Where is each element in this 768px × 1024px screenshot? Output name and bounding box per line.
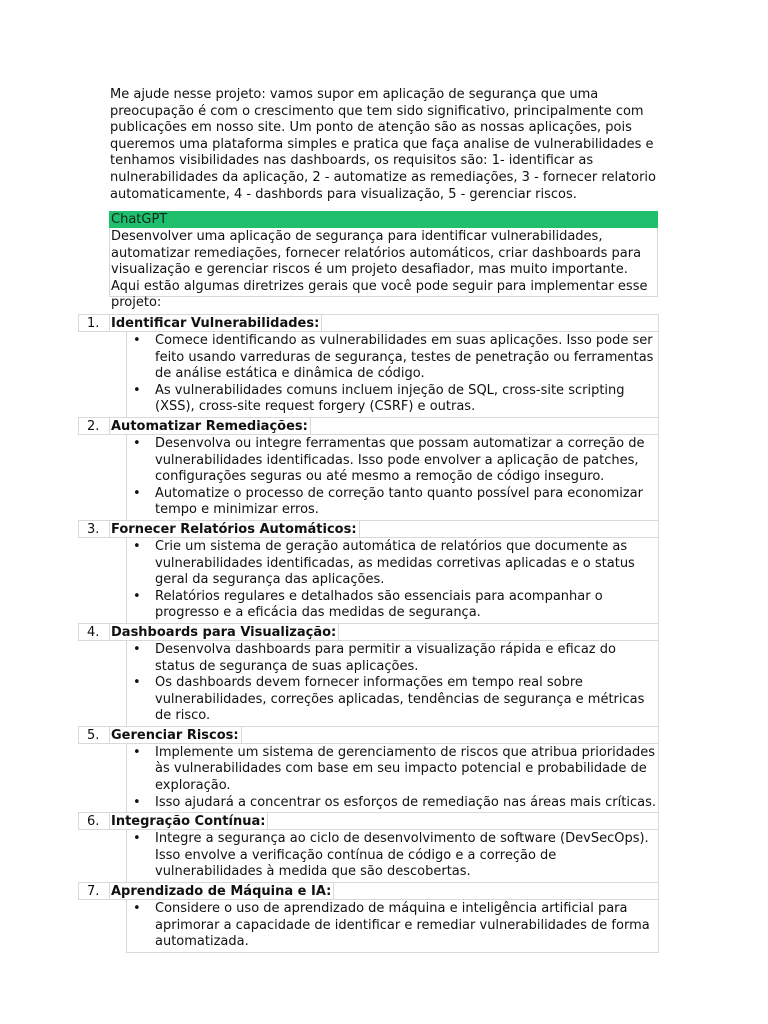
list-item-heading <box>78 812 659 830</box>
list-item-number: 6. <box>87 814 100 830</box>
chatgpt-intro-paragraph: Desenvolver uma aplicação de segurança para identificar vulnerabilidades, automatizar remediações, fornecer relatórios automáticos, criar dashboards para visualização e gerenciar riscos é um projeto desafiador, mas muito importante. Aqui estão algumas diretrizes gerais que você pode seguir para implementar esse projeto: <box>109 228 658 297</box>
list-item-number: 3. <box>87 521 100 537</box>
bullet-point <box>127 589 656 622</box>
list-item-number: 2. <box>87 418 100 434</box>
list-item-heading <box>78 417 659 435</box>
list-item-heading <box>78 623 659 641</box>
bullet-dot-icon: • <box>133 675 141 691</box>
list-item-bullets <box>126 641 659 727</box>
bullet-text: Automatize o processo de correção tanto quanto possível para economizar tempo e minimizar erros. <box>155 485 643 518</box>
list-item-bullets <box>126 332 659 418</box>
list-item-title: Aprendizado de Máquina e IA: <box>109 883 334 900</box>
list-item-title: Automatizar Remediações: <box>109 418 311 435</box>
list-item-bullets <box>126 900 659 953</box>
bullet-text: Crie um sistema de geração automática de relatórios que documente as vulnerabilidades identificadas, as medidas corretivas aplicadas e o status geral da segurança das aplicações. <box>155 538 635 588</box>
bullet-dot-icon: • <box>133 485 141 501</box>
bullet-point <box>127 333 656 383</box>
list-item-number: 7. <box>87 884 100 900</box>
bullet-point <box>127 795 656 812</box>
list-item-title: Gerenciar Riscos: <box>109 727 242 744</box>
bullet-text: Comece identificando as vulnerabilidades em suas aplicações. Isso pode ser feito usando varreduras de segurança, testes de penetração ou ferramentas de análise estática e dinâmica de código. <box>155 333 654 382</box>
bullet-point <box>127 642 656 675</box>
bullet-point <box>127 436 656 486</box>
list-item-heading <box>78 314 659 332</box>
bullet-point <box>127 745 656 795</box>
bullet-text: Integre a segurança ao ciclo de desenvolvimento de software (DevSecOps). Isso envolve a verificação contínua de código e a correção de vulnerabilidades à medida que são descobertas. <box>155 831 649 880</box>
list-item-bullets <box>126 744 659 813</box>
list-item-number: 1. <box>87 316 100 331</box>
bullet-dot-icon: • <box>133 333 141 348</box>
list-item-bullets <box>126 435 659 521</box>
list-item-title: Dashboards para Visualização: <box>109 624 339 641</box>
bullet-point <box>127 383 656 416</box>
bullet-point <box>127 675 656 725</box>
user-prompt-paragraph: Me ajude nesse projeto: vamos supor em aplicação de segurança que uma preocupação é com o crescimento que tem sido significativo, principalmente com publicações em nosso site. Um ponto de atenção são as nossas aplicações, pois queremos uma plataforma simples e pratica que faça analise de vulnerabilidades e tenhamos visibilidades nas dashboards, os requisitos são: 1- identificar as nulnerabilidades da aplicação, 2 - automatize as remediações, 3 - fornecer relatorio automaticamente, 4 - dashbords para visualização, 5 - gerenciar riscos. <box>110 87 656 202</box>
bullet-point <box>127 901 656 951</box>
bullet-dot-icon: • <box>133 588 141 604</box>
list-item-heading <box>78 520 659 538</box>
bullet-dot-icon: • <box>133 794 141 810</box>
bullet-dot-icon: • <box>133 538 141 554</box>
bullet-text: Os dashboards devem fornecer informações em tempo real sobre vulnerabilidades, correções aplicadas, tendências de segurança e métricas de risco. <box>155 675 645 724</box>
chatgpt-label: ChatGPT <box>109 211 658 228</box>
bullet-text: As vulnerabilidades comuns incluem injeção de SQL, cross-site scripting (XSS), cross-site request forgery (CSRF) e outras. <box>155 382 625 415</box>
bullet-text: Desenvolva dashboards para permitir a visualização rápida e eficaz do status de segurança de suas aplicações. <box>155 641 616 674</box>
list-item-number: 5. <box>87 727 100 743</box>
bullet-text: Relatórios regulares e detalhados são essenciais para acompanhar o progresso e a eficácia das medidas de segurança. <box>155 588 603 621</box>
bullet-dot-icon: • <box>133 744 141 760</box>
bullet-dot-icon: • <box>133 382 141 398</box>
bullet-point <box>127 831 656 881</box>
bullet-text: Considere o uso de aprendizado de máquina e inteligência artificial para aprimorar a capacidade de identificar e remediar vulnerabilidades de forma automatizada. <box>155 901 650 950</box>
bullet-dot-icon: • <box>133 435 141 451</box>
list-item-title: Integração Contínua: <box>109 813 268 830</box>
list-item-bullets <box>126 830 659 883</box>
bullet-dot-icon: • <box>133 641 141 657</box>
guideline-list <box>78 315 659 953</box>
list-item-heading <box>78 882 659 900</box>
bullet-text: Implemente um sistema de gerenciamento de riscos que atribua prioridades às vulnerabilidades com base em seu impacto potencial e probabilidade de exploração. <box>155 744 655 794</box>
bullet-text: Desenvolva ou integre ferramentas que possam automatizar a correção de vulnerabilidades identificadas. Isso pode envolver a aplicação de patches, configurações seguras ou até mesmo a remoção de código inseguro. <box>155 435 645 485</box>
list-item-number: 4. <box>87 624 100 640</box>
list-item-title: Fornecer Relatórios Automáticos: <box>109 521 360 538</box>
bullet-point <box>127 486 656 519</box>
bullet-dot-icon: • <box>133 831 141 847</box>
bullet-text: Isso ajudará a concentrar os esforços de remediação nas áreas mais críticas. <box>155 794 656 810</box>
bullet-point <box>127 539 656 589</box>
list-item-heading <box>78 726 659 744</box>
list-item-bullets <box>126 538 659 624</box>
bullet-dot-icon: • <box>133 901 141 917</box>
list-item-title: Identificar Vulnerabilidades: <box>109 315 322 332</box>
